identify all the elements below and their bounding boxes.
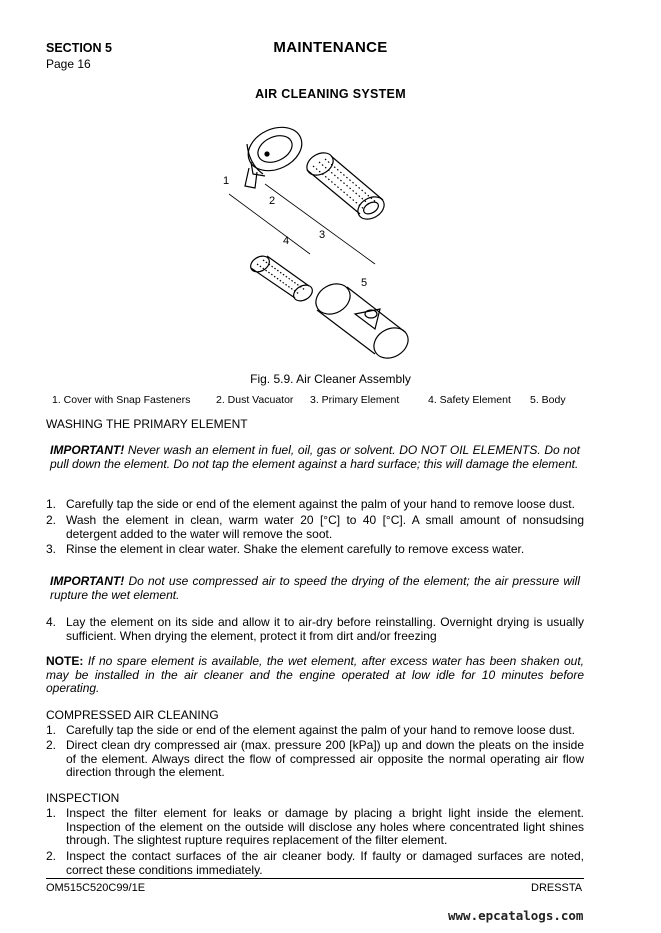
legend-item-2: 2. Dust Vacuator (216, 394, 294, 406)
list-text: Wash the element in clean, warm water 20 [°C] to 40 [°C]. A small amount of nonsudsing detergent added to the water will remove the soot. (66, 513, 584, 541)
list-number: 2. (46, 738, 57, 752)
list-text: Direct clean dry compressed air (max. pressure 200 [kPa]) up and down the pleats on the inside of the element. Always direct the flow of compressed air opposite the normal operating air flow direction through the element. (66, 738, 584, 779)
list-text: Inspect the contact surfaces of the air cleaner body. If faulty or damaged surfaces are noted, correct these conditions immediately. (66, 849, 584, 877)
list-number: 1. (46, 806, 57, 820)
brand-name: DRESSTA (531, 882, 583, 894)
callout-3: 3 (319, 229, 326, 241)
section-label: SECTION 5 (46, 41, 112, 55)
callout-2: 2 (269, 195, 276, 207)
document-code: OM515C520C99/1E (46, 882, 146, 894)
safety-element-drawing (248, 253, 315, 304)
list-text: Carefully tap the side or end of the element against the palm of your hand to remove loose dust. (66, 497, 575, 511)
dust-vacuator-drawing (245, 168, 257, 188)
important-label: IMPORTANT! (50, 574, 125, 588)
note-paragraph (46, 655, 584, 696)
list-text: Inspect the filter element for leaks or damage by placing a bright light inside the element. Inspection of the element on the outside will disclose any holes where concentrated light shines through. The slightest rupture requires replacement of the filter element. (66, 806, 584, 847)
callout-5: 5 (361, 277, 368, 289)
watermark-url[interactable]: www.epcatalogs.com (448, 908, 584, 923)
figure-caption: Fig. 5.9. Air Cleaner Assembly (250, 372, 411, 386)
list-number: 2. (46, 513, 57, 527)
list-number: 3. (46, 542, 57, 556)
washing-heading: WASHING THE PRIMARY ELEMENT (46, 417, 248, 431)
legend-item-5: 5. Body (530, 394, 566, 406)
list-number: 2. (46, 849, 57, 863)
important-text: Do not use compressed air to speed the drying of the element; the air pressure will rupture the wet element. (50, 574, 580, 602)
legend-item-3: 3. Primary Element (310, 394, 400, 406)
note-text: If no spare element is available, the wet element, after excess water has been shaken out, may be installed in the air cleaner and the engine operated at low idle for 10 minutes before operating. (46, 654, 584, 695)
callout-1: 1 (223, 175, 230, 187)
page-title: MAINTENANCE (273, 39, 388, 56)
list-number: 1. (46, 497, 57, 511)
important-label: IMPORTANT! (50, 443, 125, 457)
section-subtitle: AIR CLEANING SYSTEM (255, 87, 406, 101)
legend-item-1: 1. Cover with Snap Fasteners (52, 394, 191, 406)
body-drawing (310, 278, 413, 364)
air-cleaner-assembly-figure (205, 114, 445, 364)
cover-drawing (241, 119, 309, 179)
list-text: Rinse the element in clear water. Shake the element carefully to remove excess water. (66, 542, 525, 556)
legend-item-4: 4. Safety Element (428, 394, 511, 406)
primary-element-drawing (303, 148, 388, 223)
important-note-2 (50, 575, 580, 602)
list-number: 4. (46, 615, 57, 629)
list-number: 1. (46, 723, 57, 737)
note-label: NOTE: (46, 654, 84, 668)
list-text: Carefully tap the side or end of the element against the palm of your hand to remove loose dust. (66, 723, 575, 737)
callout-4: 4 (283, 235, 290, 247)
inspection-heading: INSPECTION (46, 791, 120, 805)
important-text: Never wash an element in fuel, oil, gas or solvent. DO NOT OIL ELEMENTS. Do not pull down the element. Do not tap the element against a hard surface; this will damage the element. (50, 443, 580, 471)
page-number: Page 16 (46, 57, 91, 71)
compressed-heading: COMPRESSED AIR CLEANING (46, 708, 219, 722)
list-text: Lay the element on its side and allow it to air-dry before reinstalling. Overnight drying is usually sufficient. When drying the element, protect it from dirt and/or freezing (66, 615, 584, 643)
important-note-1 (50, 444, 580, 471)
footer-divider (46, 878, 584, 879)
